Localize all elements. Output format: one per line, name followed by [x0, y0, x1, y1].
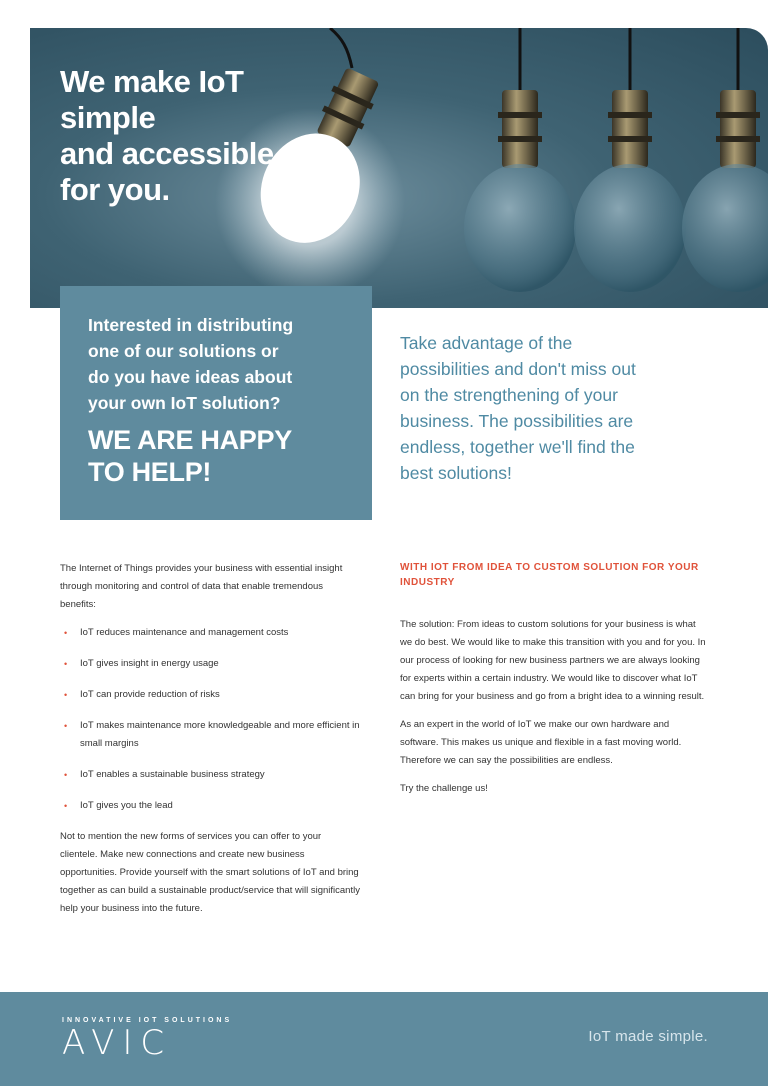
- intro-line: best solutions!: [400, 463, 512, 483]
- right-paragraph-2: As an expert in the world of IoT we make our own hardware and software. This makes us unique and flexible in a fast moving world. Therefore we can say the possibilities are endless.: [400, 719, 682, 766]
- benefits-list: [60, 624, 360, 815]
- right-paragraph-1: The solution: From ideas to custom solutions for your business is what we do best. We would like to make this transition with you and for you. In our process of looking for new business partners we are always looking for experts within a certain industry. We would like to discover what IoT can bring for your business and go from a bright idea to a winning result.: [400, 619, 706, 702]
- right-column-heading: WITH IOT FROM IDEA TO CUSTOM SOLUTION FOR YOUR INDUSTRY: [400, 562, 699, 588]
- list-item: [60, 655, 360, 673]
- logo-tagline-small: INNOVATIVE IOT SOLUTIONS: [62, 1017, 233, 1024]
- intro-line: endless, together we'll find the: [400, 437, 635, 457]
- list-item: [60, 717, 360, 753]
- benefit-text: IoT gives you the lead: [80, 800, 173, 811]
- benefit-text: IoT reduces maintenance and management costs: [80, 627, 289, 638]
- list-item: [60, 766, 360, 784]
- footer-bar: [0, 992, 768, 1086]
- benefit-text: IoT makes maintenance more knowledgeable and more efficient in small margins: [80, 720, 360, 749]
- left-closing-paragraph: Not to mention the new forms of services you can offer to your clientele. Make new connections and create new business opportunities. Provide yourself with the smart solutions of IoT and bring together as can build a sustainable product/service that will significantly help your business into the future.: [60, 831, 360, 914]
- bullet-icon: •: [64, 801, 68, 811]
- left-intro-paragraph: The Internet of Things provides your business with essential insight through monitoring and control of data that enable tremendous benefits:: [60, 563, 343, 610]
- benefit-text: IoT gives insight in energy usage: [80, 658, 219, 669]
- hero-title-line: for you.: [60, 172, 170, 207]
- intro-line: on the strengthening of your: [400, 385, 618, 405]
- logo-wordmark: AVIC: [62, 1023, 173, 1063]
- help-headline: [88, 424, 344, 488]
- list-item: [60, 624, 360, 642]
- benefit-text: IoT enables a sustainable business strategy: [80, 769, 265, 780]
- bullet-icon: •: [64, 721, 68, 731]
- help-callout-box: [60, 286, 372, 520]
- hero-title-line: We make IoT: [60, 64, 244, 99]
- intro-line: possibilities and don't miss out: [400, 359, 636, 379]
- benefit-text: IoT can provide reduction of risks: [80, 689, 220, 700]
- help-question-line: do you have ideas about: [88, 367, 293, 387]
- help-headline-line: WE ARE HAPPY: [88, 425, 292, 455]
- help-headline-line: TO HELP!: [88, 457, 212, 487]
- help-question-line: your own IoT solution?: [88, 393, 281, 413]
- footer-tagline: IoT made simple.: [588, 1028, 708, 1045]
- right-paragraph-3: Try the challenge us!: [400, 783, 488, 794]
- avic-logo: [62, 1016, 342, 1062]
- help-question-line: Interested in distributing: [88, 315, 294, 335]
- intro-line: business. The possibilities are: [400, 411, 634, 431]
- hero-title: [60, 64, 274, 208]
- help-question: [88, 312, 344, 416]
- bullet-icon: •: [64, 659, 68, 669]
- right-column: [400, 560, 710, 808]
- bulb-2: [464, 90, 576, 292]
- bullet-icon: •: [64, 628, 68, 638]
- hero-banner: [30, 28, 768, 308]
- list-item: [60, 686, 360, 704]
- intro-statement: [400, 330, 730, 486]
- bullet-icon: •: [64, 770, 68, 780]
- hero-title-line: and accessible: [60, 136, 274, 171]
- hero-title-line: simple: [60, 100, 156, 135]
- list-item: [60, 797, 360, 815]
- left-column: [60, 560, 360, 928]
- intro-line: Take advantage of the: [400, 333, 573, 353]
- bullet-icon: •: [64, 690, 68, 700]
- help-question-line: one of our solutions or: [88, 341, 279, 361]
